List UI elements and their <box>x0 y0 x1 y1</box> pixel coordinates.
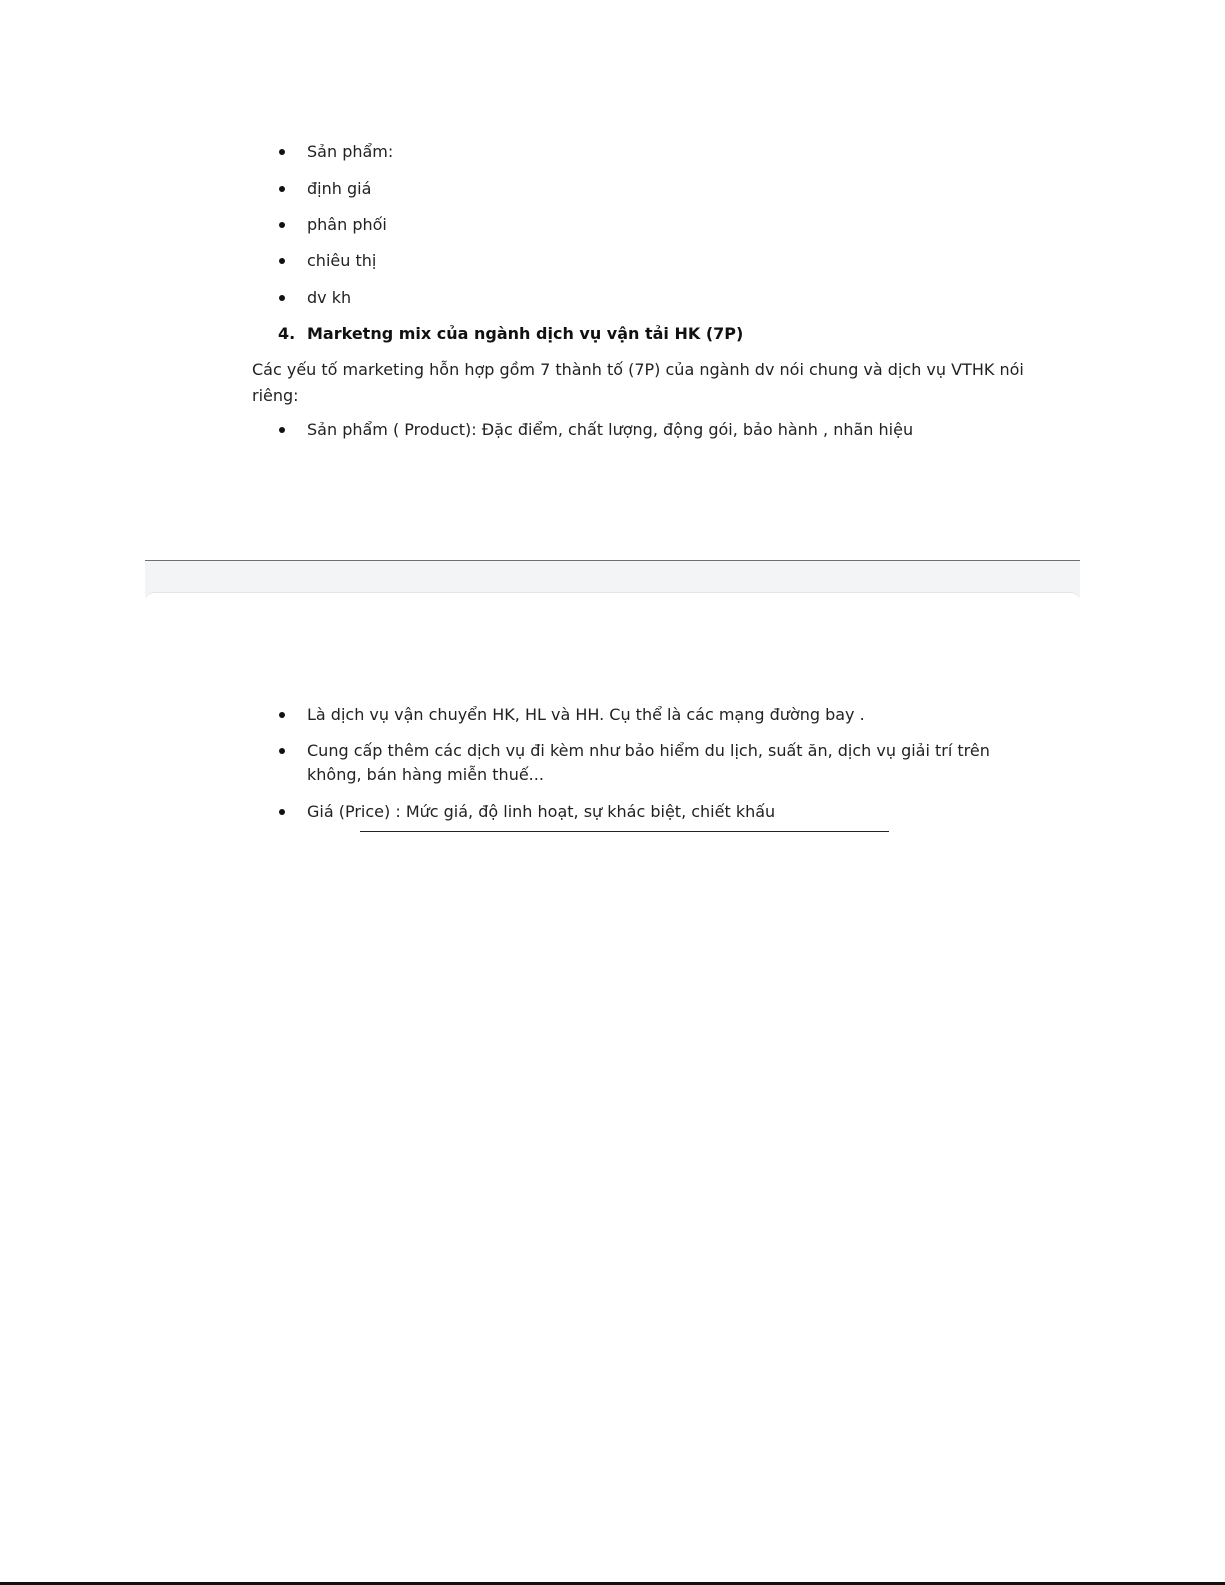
bullet-icon <box>279 712 285 718</box>
paragraph-line: riêng: <box>252 386 299 405</box>
bullet-icon <box>279 809 285 815</box>
list-item-text: chiêu thị <box>307 251 377 270</box>
list-item-text: phân phối <box>307 215 387 234</box>
underline-rule <box>360 831 889 832</box>
list-item-text: Giá (Price) : Mức giá, độ linh hoạt, sự khác biệt, chiết khấu <box>307 802 776 821</box>
bullet-icon <box>279 222 285 228</box>
list-item-text: định giá <box>307 179 372 198</box>
list-item-text: dv kh <box>307 288 352 307</box>
bullet-icon <box>279 427 285 433</box>
bullet-icon <box>279 748 285 754</box>
paragraph-line: Các yếu tố marketing hỗn hợp gồm 7 thành tố (7P) của ngành dv nói chung và dịch vụ VTHK nói <box>252 360 1024 379</box>
page-card-edge <box>145 592 1080 613</box>
bullet-icon <box>279 258 285 264</box>
list-item-text: Cung cấp thêm các dịch vụ đi kèm như bảo hiểm du lịch, suất ăn, dịch vụ giải trí trên <box>307 741 990 760</box>
section-number: 4. <box>278 324 296 343</box>
bullet-icon <box>279 186 285 192</box>
section-title: Marketng mix của ngành dịch vụ vận tải HK (7P) <box>307 324 744 343</box>
list-item-continuation: không, bán hàng miễn thuế... <box>307 765 544 784</box>
list-item-text: Sản phẩm ( Product): Đặc điểm, chất lượng, động gói, bảo hành , nhãn hiệu <box>307 420 914 439</box>
list-item-text: Sản phẩm: <box>307 142 394 161</box>
list-item-text: Là dịch vụ vận chuyển HK, HL và HH. Cụ thể là các mạng đường bay . <box>307 705 865 724</box>
bullet-icon <box>279 149 285 155</box>
bullet-icon <box>279 295 285 301</box>
